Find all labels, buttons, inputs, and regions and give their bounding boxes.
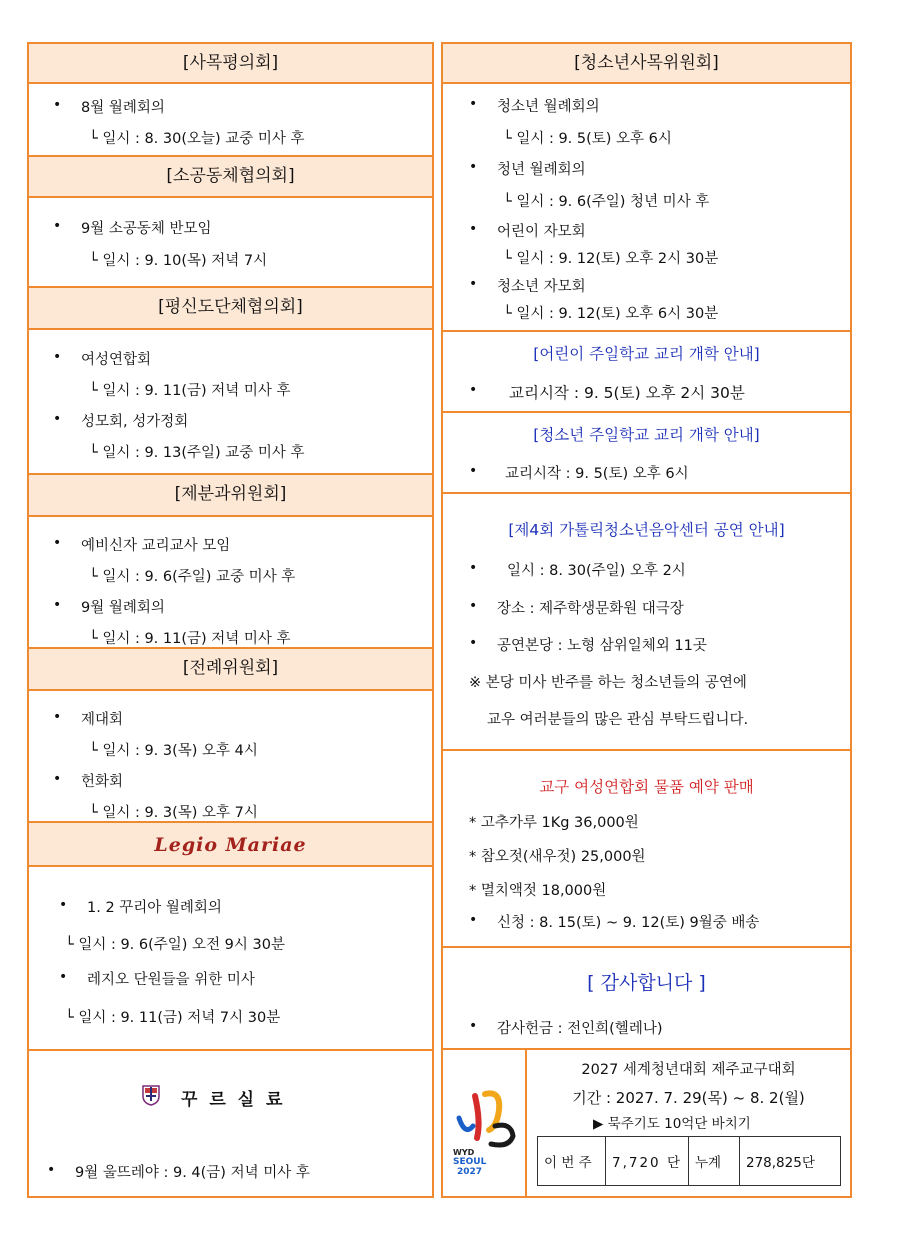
bullet-icon: • — [469, 635, 478, 651]
bullet-icon: • — [469, 276, 478, 292]
bullet-icon: • — [469, 382, 478, 398]
section-legio-mariae — [29, 821, 432, 1050]
section-children-catechism — [443, 330, 850, 412]
bullet-icon: • — [469, 96, 478, 112]
item-label: 8월 월례회의 — [81, 100, 165, 116]
note-text: ※ 본당 미사 반주를 하는 청소년들의 공연에 — [469, 675, 747, 691]
section-title: [소공동체협의회] — [29, 157, 432, 198]
bullet-icon: • — [59, 897, 68, 913]
section-title: [청소년 주일학교 교리 개학 안내] — [533, 426, 760, 444]
this-week-label: 이 번 주 — [538, 1137, 606, 1186]
item-detail: └ 일시 : 9. 5(토) 오후 6시 — [503, 131, 672, 147]
item-label: 공연본당 : 노형 삼위일체외 11곳 — [497, 638, 707, 654]
total-value: 278,825단 — [740, 1137, 841, 1186]
bullet-icon: • — [469, 221, 478, 237]
wyd-logo-city: SEOUL — [453, 1157, 487, 1167]
item-label: 장소 : 제주학생문화원 대극장 — [497, 601, 684, 617]
item-detail: └ 일시 : 9. 11(금) 저녁 미사 후 — [89, 631, 291, 647]
item-detail: └ 일시 : 9. 10(목) 저녁 7시 — [89, 253, 268, 269]
item-detail: └ 일시 : 9. 11(금) 저녁 7시 30분 — [65, 1010, 281, 1026]
section-lay-council — [29, 286, 432, 474]
item-label: 9월 울뜨레야 : 9. 4(금) 저녁 미사 후 — [75, 1165, 310, 1181]
bullet-icon: • — [469, 560, 478, 576]
section-youth-catechism — [443, 411, 850, 493]
item-label: 9월 월례회의 — [81, 600, 165, 616]
section-title: [ 감사합니다 ] — [587, 972, 706, 994]
section-title: [청소년사목위원회] — [443, 44, 850, 84]
bullet-icon: • — [53, 597, 62, 613]
item-label: 제대회 — [81, 712, 124, 728]
section-title: 교구 여성연합회 물품 예약 판매 — [539, 778, 754, 796]
legio-mariae-title: Legio Mariae — [29, 823, 432, 867]
wyd-period: 기간 : 2027. 7. 29(목) ~ 8. 2(월) — [572, 1089, 805, 1107]
item-detail: └ 일시 : 9. 6(주일) 청년 미사 후 — [503, 194, 710, 210]
bullet-icon: • — [53, 218, 62, 234]
item-detail: └ 일시 : 9. 11(금) 저녁 미사 후 — [89, 383, 291, 399]
item-label: 레지오 단원들을 위한 미사 — [87, 972, 255, 988]
wyd-logo-icon — [451, 1086, 521, 1150]
item-detail: └ 일시 : 9. 6(주일) 오전 9시 30분 — [65, 937, 285, 953]
wyd-logo-panel — [443, 1050, 527, 1198]
item-detail: └ 일시 : 9. 12(토) 오후 6시 30분 — [503, 306, 719, 322]
section-liturgy — [29, 647, 432, 823]
cursillo-title: 꾸 르 실 료 — [181, 1090, 286, 1110]
section-pastoral-council — [29, 44, 432, 157]
item-label: 신청 : 8. 15(토) ~ 9. 12(토) 9월중 배송 — [497, 915, 760, 931]
item-label: 교리시작 : 9. 5(토) 오후 6시 — [505, 466, 689, 482]
section-title: [전례위원회] — [29, 649, 432, 691]
item-label: * 고추가루 1Kg 36,000원 — [469, 815, 639, 831]
bullet-icon: • — [53, 535, 62, 551]
section-womens-sale — [443, 749, 850, 948]
this-week-value: 7,720 단 — [606, 1137, 689, 1186]
section-cursillo — [29, 1049, 432, 1198]
section-title: [제4회 가톨릭청소년음악센터 공연 안내] — [508, 521, 785, 539]
item-label: 9월 소공동체 반모임 — [81, 221, 212, 237]
item-label: * 멸치액젓 18,000원 — [469, 883, 607, 899]
bullet-icon: • — [469, 598, 478, 614]
wyd-logo-text: WYD — [453, 1148, 475, 1157]
section-title: [제분과위원회] — [29, 475, 432, 517]
item-label: 감사헌금 : 전인희(헬레나) — [497, 1021, 663, 1037]
item-label: 교리시작 : 9. 5(토) 오후 2시 30분 — [509, 384, 745, 402]
item-label: 헌화회 — [81, 774, 124, 790]
note-text: 교우 여러분들의 많은 관심 부탁드립니다. — [487, 712, 749, 728]
bullet-icon: • — [53, 97, 62, 113]
bullet-icon: • — [59, 969, 68, 985]
item-label: * 참오젓(새우젓) 25,000원 — [469, 849, 646, 865]
section-wyd-2027 — [443, 1048, 850, 1198]
total-label: 누계 — [689, 1137, 740, 1186]
item-label: 청소년 자모회 — [497, 279, 586, 295]
item-detail: └ 일시 : 9. 6(주일) 교중 미사 후 — [89, 569, 296, 585]
section-youth-ministry — [443, 44, 850, 331]
item-detail: └ 일시 : 9. 3(목) 오후 7시 — [89, 805, 258, 821]
bullet-icon: • — [53, 349, 62, 365]
wyd-logo-year: 2027 — [457, 1167, 483, 1177]
section-title: [어린이 주일학교 교리 개학 안내] — [533, 345, 760, 363]
bullet-icon: • — [469, 912, 478, 928]
cursillo-emblem-icon — [141, 1084, 161, 1106]
item-label: 1. 2 꾸리아 월례회의 — [87, 900, 222, 916]
section-thanks — [443, 946, 850, 1049]
bullet-icon: • — [469, 159, 478, 175]
item-label: 청년 월례회의 — [497, 162, 586, 178]
bullet-icon: • — [47, 1162, 56, 1178]
item-detail: └ 일시 : 9. 13(주일) 교중 미사 후 — [89, 445, 305, 461]
item-label: 일시 : 8. 30(주일) 오후 2시 — [507, 563, 686, 579]
item-detail: └ 일시 : 9. 12(토) 오후 2시 30분 — [503, 251, 719, 267]
section-small-community — [29, 155, 432, 287]
rosary-goal: ▶ 묵주기도 10억단 바치기 — [593, 1116, 751, 1132]
item-label: 성모회, 성가정회 — [81, 414, 189, 430]
wyd-title: 2027 세계청년대회 제주교구대회 — [581, 1062, 796, 1078]
item-detail: └ 일시 : 8. 30(오늘) 교중 미사 후 — [89, 131, 305, 147]
item-label: 청소년 월례회의 — [497, 99, 600, 115]
item-label: 여성연합회 — [81, 352, 152, 368]
right-column — [441, 42, 852, 1198]
item-label: 예비신자 교리교사 모임 — [81, 538, 231, 554]
section-music-center-concert — [443, 492, 850, 750]
item-detail: └ 일시 : 9. 3(목) 오후 4시 — [89, 743, 258, 759]
section-title: [사목평의회] — [29, 44, 432, 84]
bullet-icon: • — [53, 709, 62, 725]
section-committees — [29, 473, 432, 649]
bullet-icon: • — [469, 1018, 478, 1034]
bullet-icon: • — [53, 771, 62, 787]
bullet-icon: • — [469, 463, 478, 479]
item-label: 어린이 자모회 — [497, 224, 586, 240]
section-title: [평신도단체협의회] — [29, 288, 432, 330]
rosary-count-table — [537, 1136, 841, 1186]
bullet-icon: • — [53, 411, 62, 427]
left-column — [27, 42, 434, 1198]
